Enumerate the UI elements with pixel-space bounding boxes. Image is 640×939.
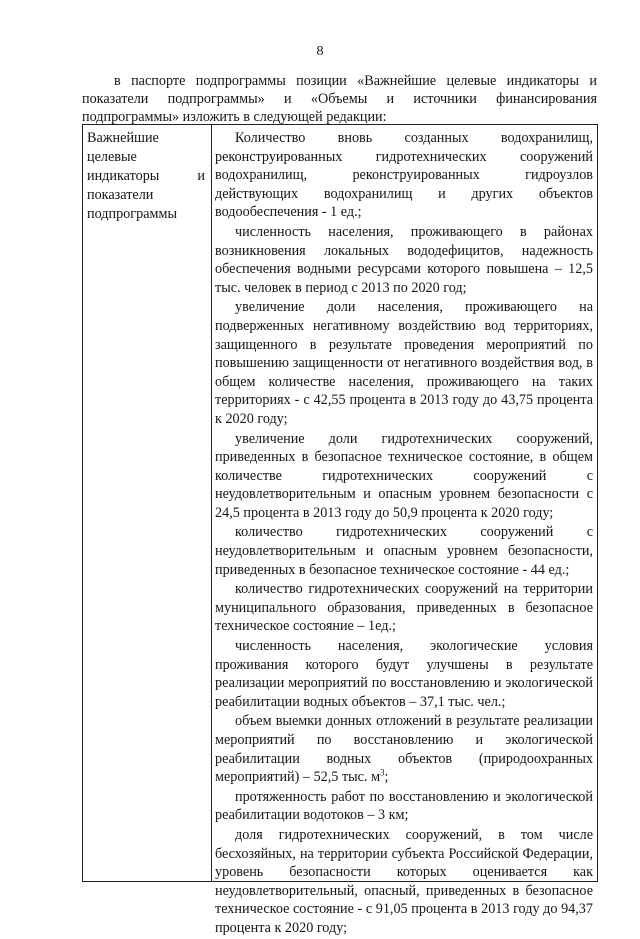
column-divider [211,125,212,881]
indicator-item: Количество вновь созданных водохранилищ, реконструированных гидротехнических сооружений водохранилищ, реконструированных гидроузлов действующих водохранилищ и других объектов водообеспечения - 1 ед.; [215,130,593,221]
indicator-item: увеличение доли населения, проживающего на подверженных негативному воздействию вод территориях, защищенного в результате проведения мероприятий по повышению защищенности от негативного воздействия вод, в общем количестве населения, проживающего на таких территориях - с 42,55 процента в 2013 году до 43,75 процента к 2020 году; [215,299,593,427]
indicator-item: количество гидротехнических сооружений с неудовлетворительным и опасным уровнем безопасности, приведенных в безопасное техническое состояние - 44 ед.; [215,524,593,578]
left-cell-label: Важнейшие целевые индикаторы и показатели подпрограммы [87,130,205,222]
indicator-item [215,712,593,786]
indicator-item: численность населения, экологические условия проживания которого будут улучшены в результате реализации мероприятий по восстановлению и экологической реабилитации водных объектов – 37,1 тыс. чел.; [215,638,593,710]
superscript-exponent: 3 [380,767,385,778]
right-cell-content [215,129,593,939]
page-number: 8 [316,44,324,59]
indicator-item: увеличение доли гидротехнических сооружений, приведенных в безопасное техническое состояние, в общем количестве гидротехнических сооружений с неудовлетворительным и опасным уровнем безопасности с 24,5 процента в 2013 году до 50,9 процента к 2020 году; [215,430,593,521]
indicator-item-suffix: ; [384,769,389,786]
indicator-item: численность населения, проживающего в районах возникновения локальных вододефицитов, надежность обеспечения водными ресурсами которого повышена – 12,5 тыс. человек в период с 2013 по 2020 год; [215,223,593,296]
intro-paragraph: в паспорте подпрограммы позиции «Важнейшие целевые индикаторы и показатели подпрограммы» и «Объемы и источники финансирования подпрограммы» изложить в следующей редакции: [82,73,597,125]
indicator-item: протяженность работ по восстановлению и экологической реабилитации водотоков – 3 км; [215,788,593,824]
passport-table [82,124,598,936]
indicator-item-text: объем выемки донных отложений в результате реализации мероприятий по восстановлению и экологической реабилитации водных объектов (природоохранных мероприятий) – 52,5 тыс. м [215,713,593,786]
indicator-item: количество гидротехнических сооружений на территории муниципального образования, приведенных в безопасное техническое состояние – 1ед.; [215,581,593,635]
indicator-item: доля гидротехнических сооружений, в том числе бесхозяйных, на территории субъекта Российской Федерации, уровень безопасности которых оценивается как неудовлетворительный, опасный, приведенных в безопасное техническое состояние - с 91,05 процента в 2013 году до 94,37 процента к 2020 году; [215,826,593,936]
